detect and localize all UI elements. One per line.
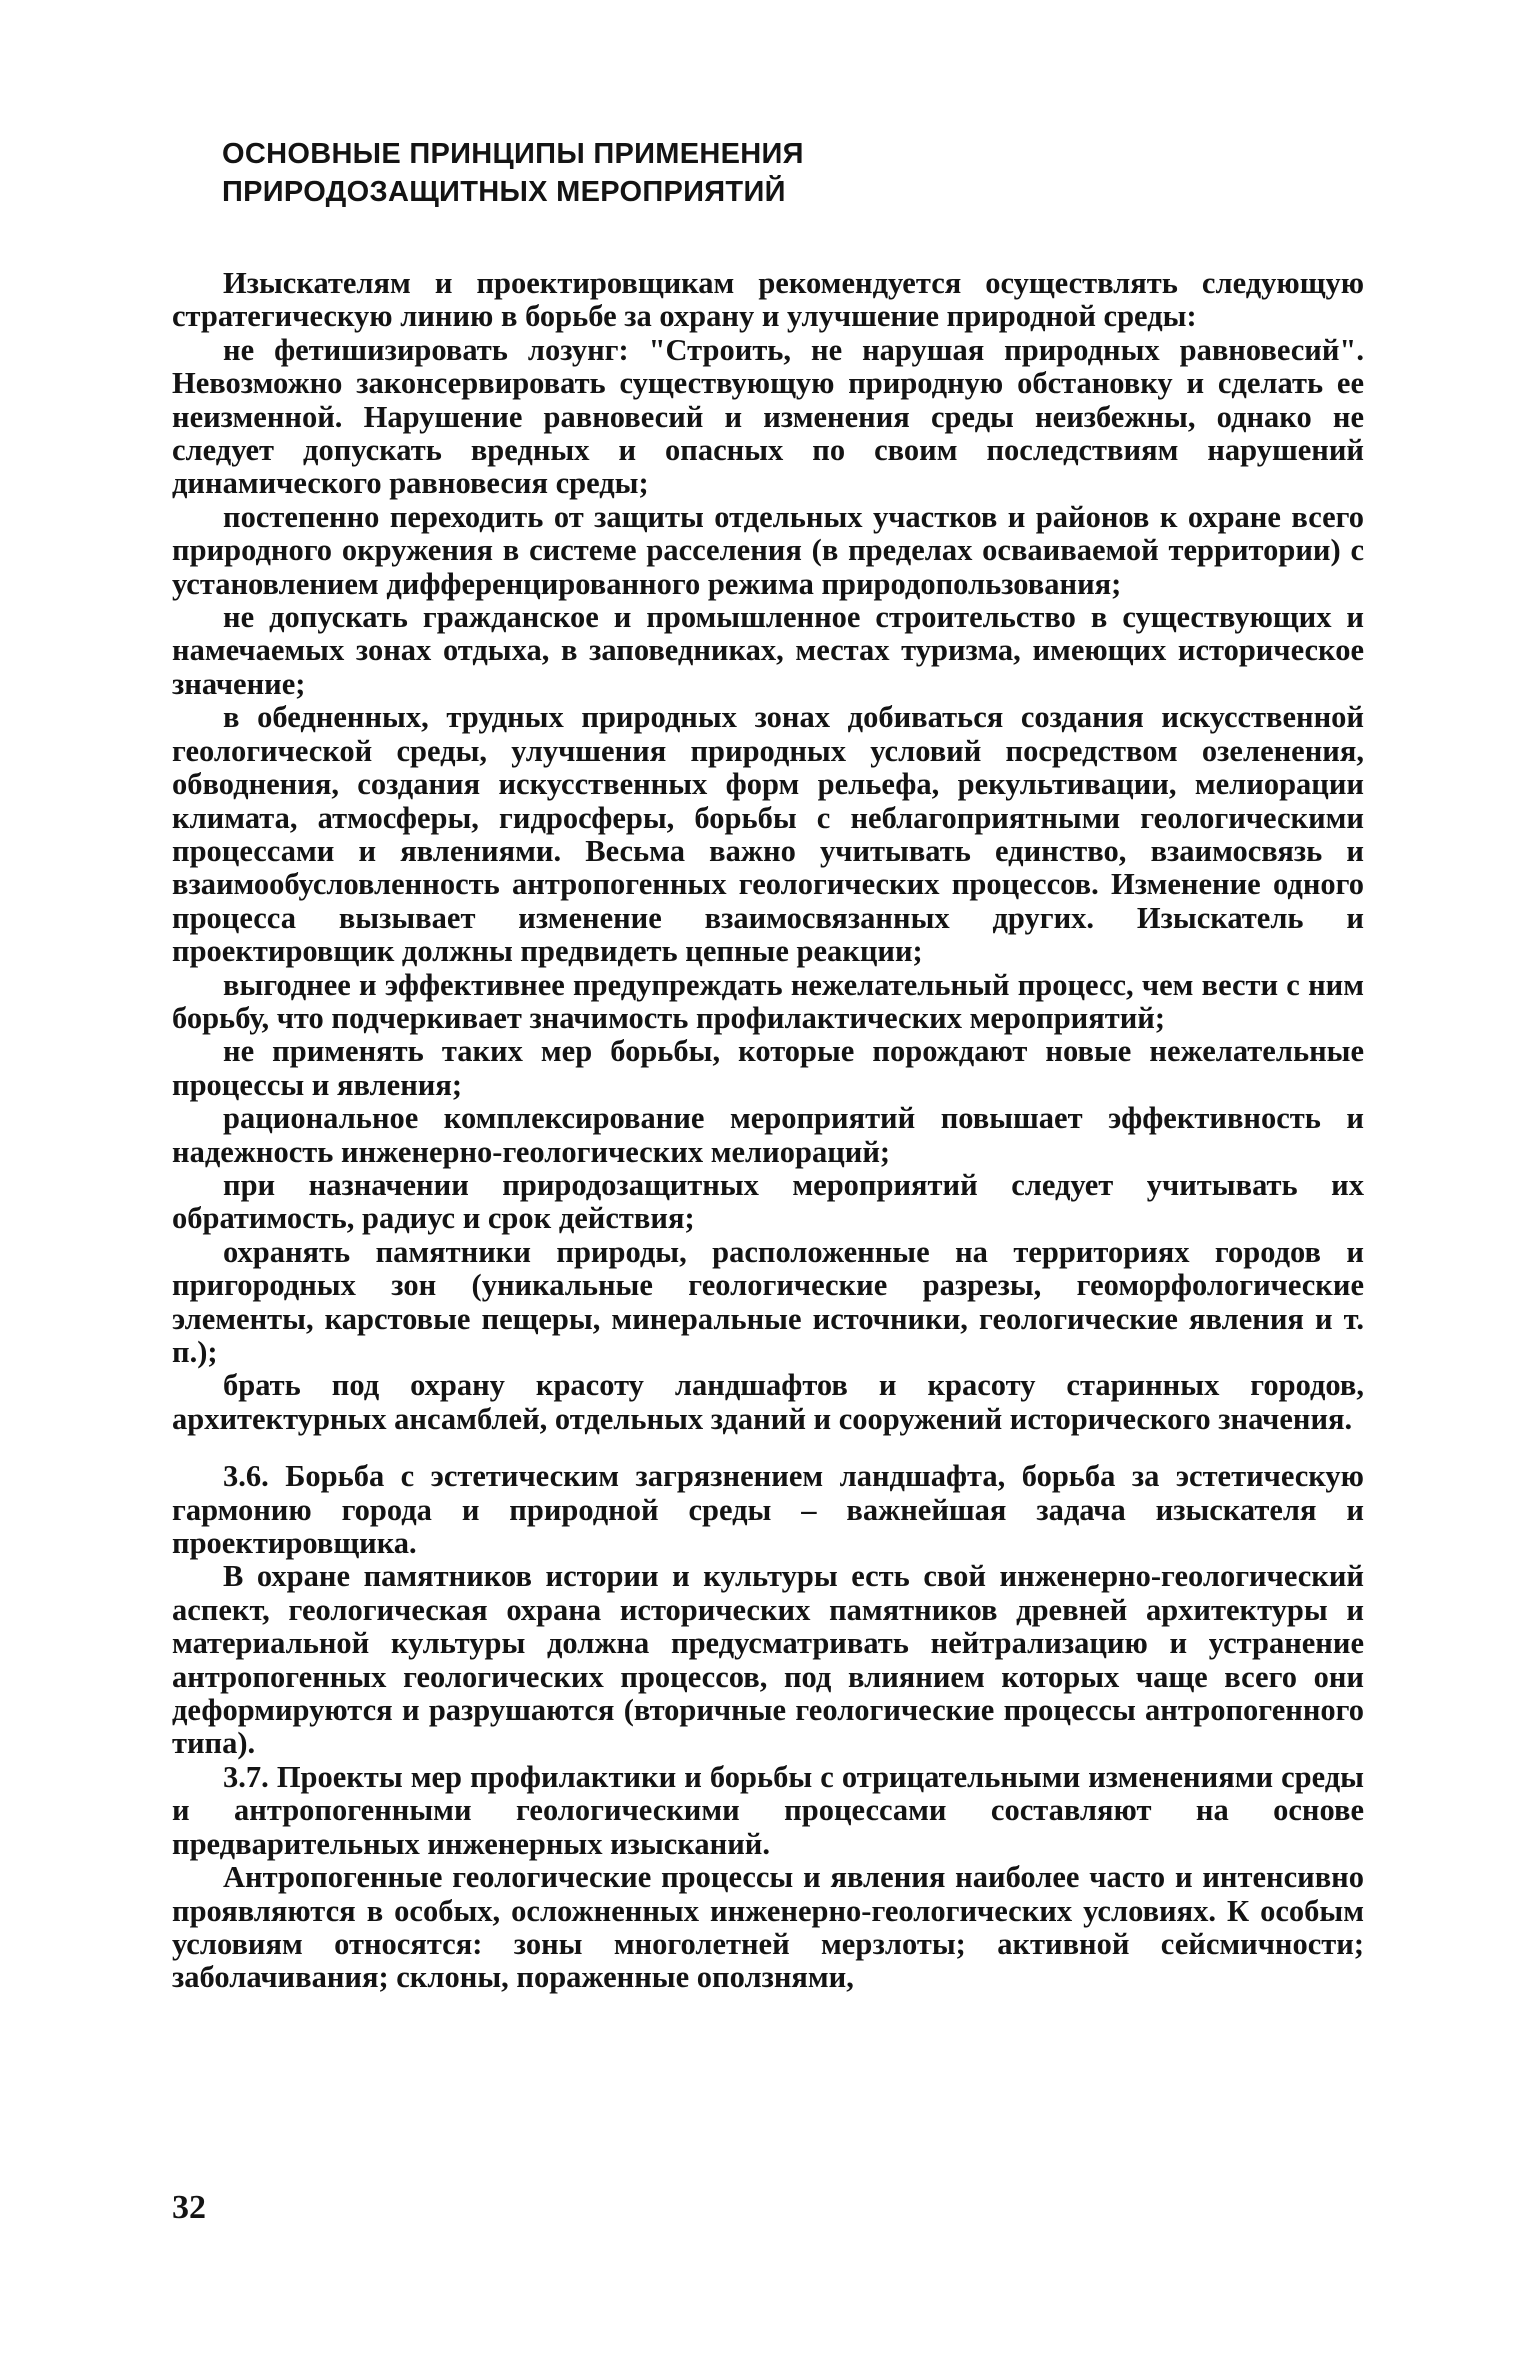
section-title [222,135,1364,211]
title-line: ПРИРОДОЗАЩИТНЫХ МЕРОПРИЯТИЙ [222,176,786,208]
list-item: при назначении природозащитных мероприятий следует учитывать их обратимость, радиус и срок действия; [172,1167,1364,1236]
body-paragraph: В охране памятников истории и культуры есть свой инженерно-геологический аспект, геологическая охрана исторических памятников древней архитектуры и материальной культуры должна предусматривать нейтрализацию и устранение антропогенных геологических процессов, под влиянием которых чаще всего они деформируются и разрушаются (вторичные геологические процессы антропогенного типа). [172,1559,1364,1761]
section-3-6-paragraph: 3.6. Борьба с эстетическим загрязнением ландшафта, борьба за эстетическую гармонию города и природной среды – важнейшая задача изыскателя и проектировщика. [172,1459,1364,1561]
list-item: охранять памятники природы, расположенные на территориях городов и пригородных зон (уникальные геологические разрезы, геоморфологические элементы, карстовые пещеры, минеральные источники, геологические явления и т. п.); [172,1234,1364,1369]
list-item: брать под охрану красоту ландшафтов и красоту старинных городов, архитектурных ансамблей, отдельных зданий и сооружений исторического значения. [172,1368,1364,1436]
list-item: выгоднее и эффективнее предупреждать нежелательный процесс, чем вести с ним борьбу, что подчеркивает значимость профилактических мероприятий; [172,967,1364,1035]
document-page [172,135,1364,1995]
intro-paragraph: Изыскателям и проектировщикам рекомендуется осуществлять следующую стратегическую линию в борьбе за охрану и улучшение природной среды: [172,266,1364,334]
list-item: в обедненных, трудных природных зонах добиваться создания искусственной геологической среды, улучшения природных условий посредством озеленения, обводнения, создания искусственных форм рельефа, рекультивации, мелиорации климата, атмосферы, гидросферы, борьбы с неблагоприятными геологическими процессами и явлениями. Весьма важно учитывать единство, взаимосвязь и взаимообусловленность антропогенных геологических процессов. Изменение одного процесса вызывает изменение взаимосвязанных других. Изыскатель и проектировщик должны предвидеть цепные реакции; [172,700,1364,969]
list-item: не применять таких мер борьбы, которые порождают новые нежелательные процессы и явления; [172,1034,1364,1102]
list-item: постепенно переходить от защиты отдельных участков и районов к охране всего природного окружения в системе расселения (в пределах осваиваемой территории) с установлением дифференцированного режима природопользования; [172,499,1364,601]
list-item: не допускать гражданское и промышленное строительство в существующих и намечаемых зонах отдыха, в заповедниках, местах туризма, имеющих историческое значение; [172,600,1364,701]
list-item: не фетишизировать лозунг: "Строить, не нарушая природных равновесий". Невозможно законсервировать существующую природную обстановку и сделать ее неизменной. Нарушение равновесий и изменения среды неизбежны, однако не следует допускать вредных и опасных по своим последствиям нарушений динамического равновесия среды; [172,332,1364,501]
body-paragraph: Антропогенные геологические процессы и явления наиболее часто и интенсивно проявляются в особых, осложненных инженерно-геологических условиях. К особым условиям относятся: зоны многолетней мерзлоты; активной сейсмичности; заболачивания; склоны, пораженные оползнями, [172,1860,1364,1995]
body-text [172,267,1364,1995]
title-line: ОСНОВНЫЕ ПРИНЦИПЫ ПРИМЕНЕНИЯ [222,138,804,170]
list-item: рациональное комплексирование мероприятий повышает эффективность и надежность инженерно-геологических мелиораций; [172,1101,1364,1169]
section-3-7-paragraph: 3.7. Проекты мер профилактики и борьбы с отрицательными изменениями среды и антропогенными геологическими процессами составляют на основе предварительных инженерных изысканий. [172,1759,1364,1861]
page-number: 32 [172,2189,206,2226]
